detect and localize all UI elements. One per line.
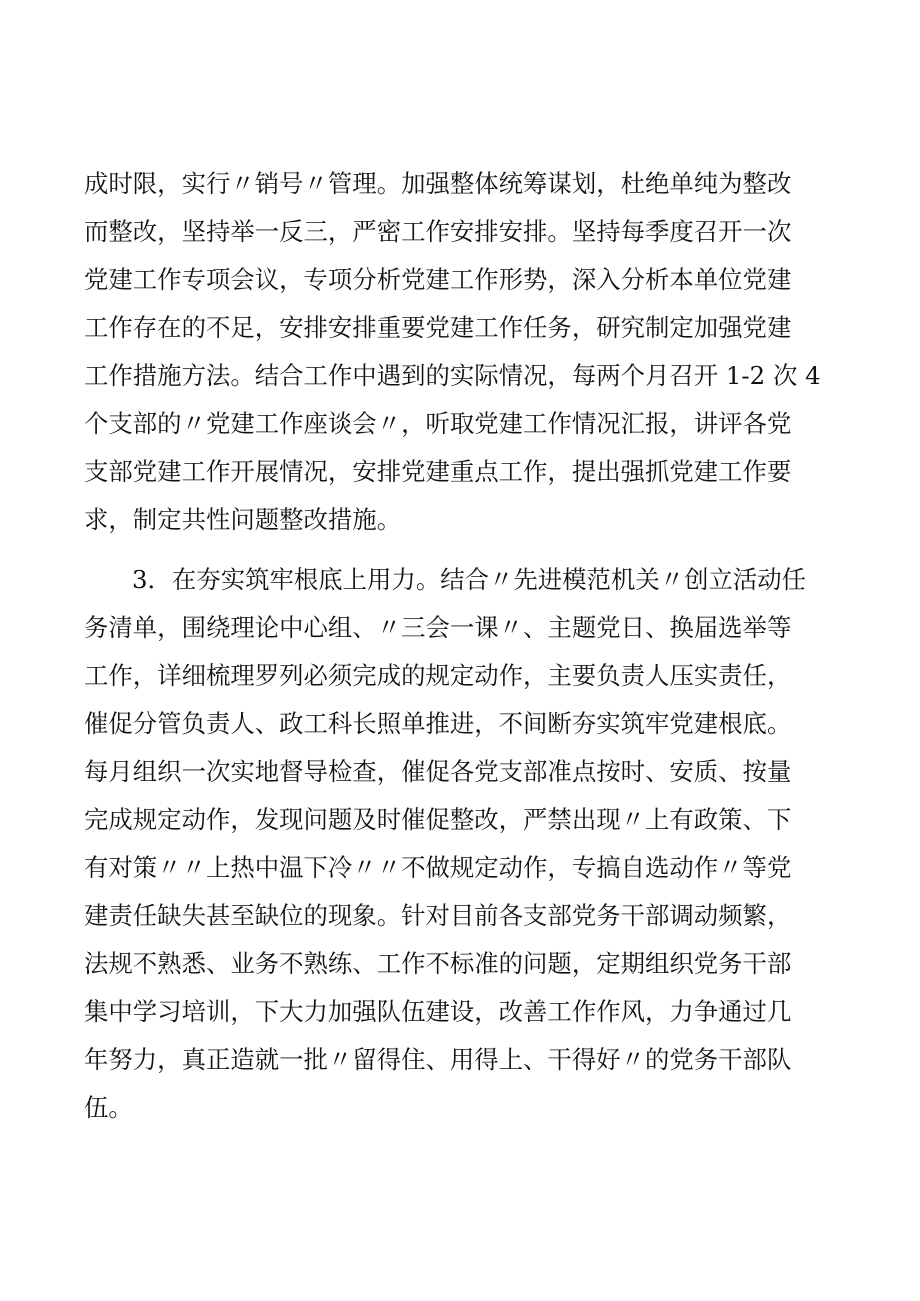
paragraph-line: 有对策〃〃上热中温下冷〃〃不做规定动作，专搞自选动作〃等党 (84, 853, 792, 882)
paragraph-line: 年努力，真正造就一批〃留得住、用得上、干得好〃的党务干部队 (84, 1045, 792, 1074)
paragraph-line: 成时限，实行〃销号〃管理。加强整体统筹谋划，杜绝单纯为整改 (84, 169, 792, 198)
paragraph-line: 党建工作专项会议，专项分析党建工作形势，深入分析本单位党建 (84, 265, 792, 294)
paragraph-line: 工作存在的不足，安排安排重要党建工作任务，研究制定加强党建 (84, 313, 792, 342)
paragraph-line: 完成规定动作，发现问题及时催促整改，严禁出现〃上有政策、下 (84, 805, 792, 834)
paragraph-line: 个支部的〃党建工作座谈会〃，听取党建工作情况汇报，讲评各党 (84, 409, 792, 438)
paragraph-line: 催促分管负责人、政工科长照单推进，不间断夯实筑牢党建根底。 (84, 709, 792, 738)
paragraph-line: 支部党建工作开展情况，安排党建重点工作，提出强抓党建工作要 (84, 457, 792, 486)
paragraph-line: 而整改，坚持举一反三，严密工作安排安排。坚持每季度召开一次 (84, 217, 792, 246)
paragraph-line: 求，制定共性问题整改措施。 (84, 505, 402, 534)
paragraph-line: 集中学习培训，下大力加强队伍建设，改善工作作风，力争通过几 (84, 997, 792, 1026)
paragraph-line: 法规不熟悉、业务不熟练、工作不标准的问题，定期组织党务干部 (84, 949, 792, 978)
paragraph-line: 建责任缺失甚至缺位的现象。针对目前各支部党务干部调动频繁， (84, 901, 792, 930)
paragraph-line: 务清单，围绕理论中心组、〃三会一课〃、主题党日、换届选举等 (84, 613, 792, 642)
paragraph-line: 3．在夯实筑牢根底上用力。结合〃先进模范机关〃创立活动任 (132, 565, 807, 594)
paragraph-line: 伍。 (84, 1093, 133, 1122)
paragraph-line: 工作，详细梳理罗列必须完成的规定动作，主要负责人压实责任， (84, 661, 792, 690)
paragraph-line: 每月组织一次实地督导检查，催促各党支部准点按时、安质、按量 (84, 757, 792, 786)
paragraph-line: 工作措施方法。结合工作中遇到的实际情况，每两个月召开 1-2 次 4 (84, 361, 821, 390)
